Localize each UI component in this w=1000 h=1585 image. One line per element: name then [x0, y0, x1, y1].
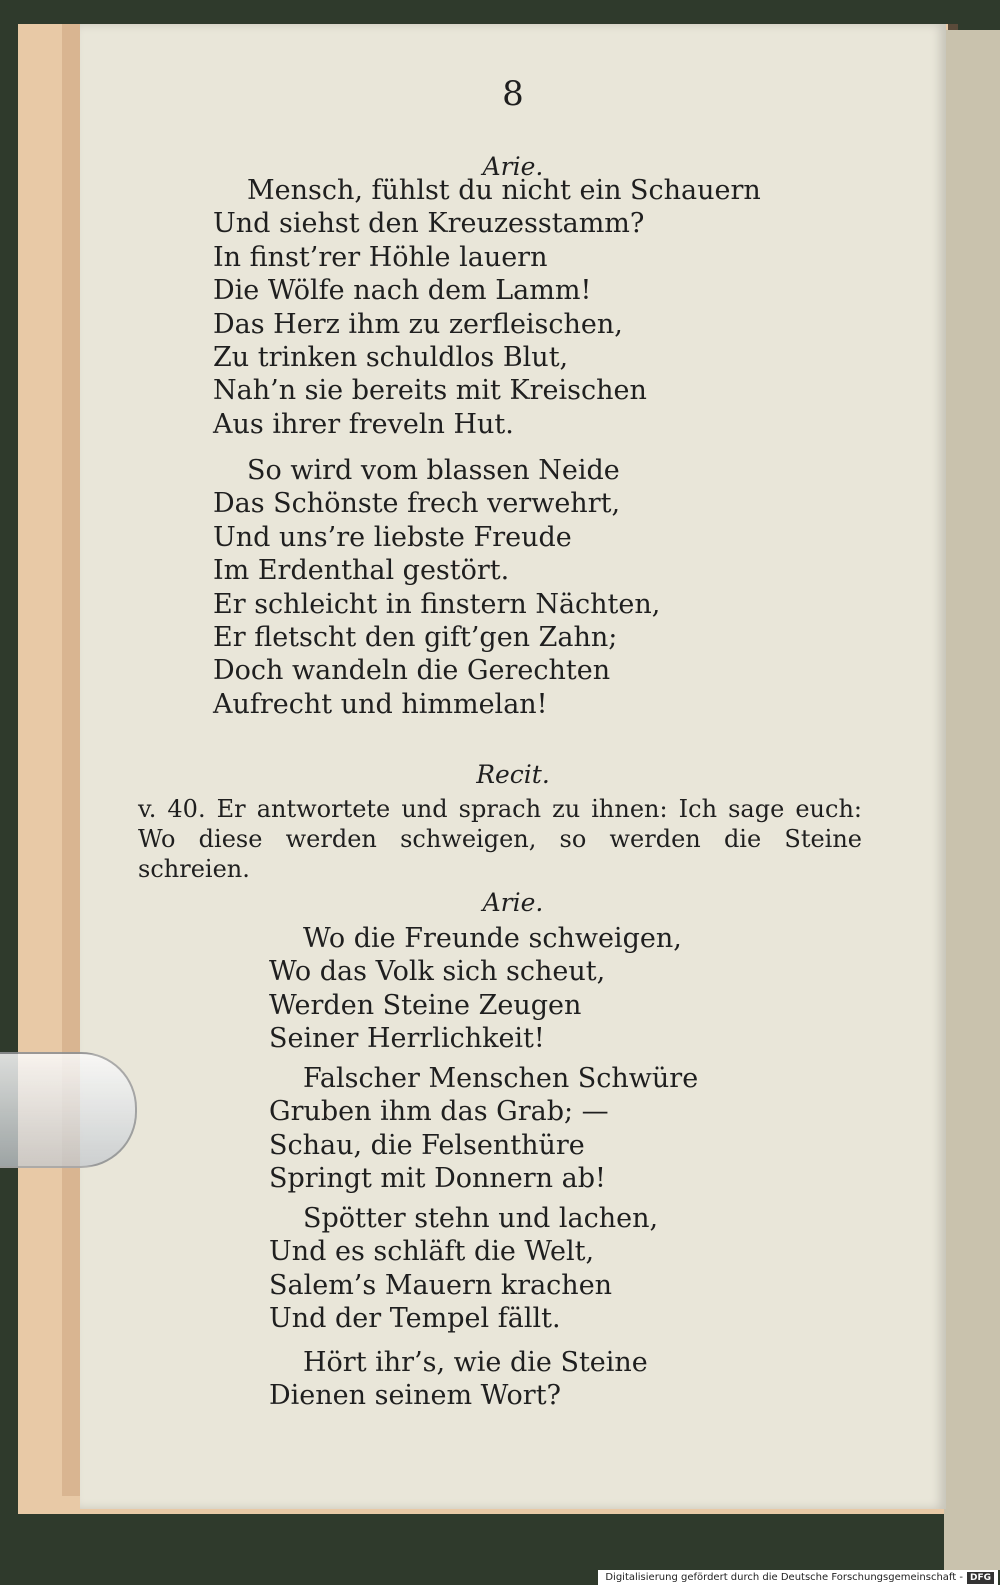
recit-text: v. 40. Er antwortete und sprach zu ihnen: Ich sage euch: Wo diese werden schweigen, so werden die Steine schreien.: [138, 795, 862, 883]
verse-line: Werden Steine Zeugen: [269, 989, 582, 1021]
verse-line: Doch wandeln die Gerechten: [213, 655, 611, 687]
verse-line: Und uns’re liebste Freude: [213, 521, 572, 553]
verse-line: Springt mit Donnern ab!: [269, 1163, 606, 1195]
verse-line: Aufrecht und himmelan!: [213, 688, 548, 720]
digitization-footer: [598, 1570, 998, 1585]
verse-line: Nah’n sie bereits mit Kreischen: [213, 375, 647, 407]
page-clip: [0, 1052, 137, 1168]
verse-line: Mensch, fühlst du nicht ein Schauern: [247, 175, 761, 206]
verse-line: Und es schläft die Welt,: [269, 1236, 595, 1268]
aria-heading-2: Arie.: [482, 888, 544, 917]
verse-line: Seiner Herrlichkeit!: [269, 1023, 545, 1055]
page-number: 8: [502, 74, 524, 114]
aria2-stanza3: [269, 1202, 658, 1336]
adjacent-page: [944, 30, 1000, 1570]
verse-line: Die Wölfe nach dem Lamm!: [213, 275, 592, 307]
verse-line: Falscher Menschen Schwüre: [303, 1063, 699, 1094]
verse-line: Und siehst den Kreuzesstamm?: [213, 208, 645, 240]
aria1-stanza1: [213, 174, 761, 441]
verse-line: Hört ihr’s, wie die Steine: [303, 1347, 648, 1378]
page-edge: [62, 24, 82, 1496]
verse-line: So wird vom blassen Neide: [247, 455, 620, 486]
aria2-stanza1: [269, 922, 682, 1056]
verse-line: Schau, die Felsenthüre: [269, 1129, 585, 1161]
verse-line: Und der Tempel fällt.: [269, 1303, 561, 1335]
recit-heading: Recit.: [476, 760, 550, 789]
verse-line: Er schleicht in finstern Nächten,: [213, 588, 661, 620]
verse-line: Gruben ihm das Grab; —: [269, 1096, 609, 1128]
verse-line: Das Schönste frech verwehrt,: [213, 488, 621, 520]
aria2-stanza2: [269, 1062, 698, 1196]
dfg-logo: DFG: [967, 1572, 994, 1584]
book-page: [80, 24, 946, 1509]
verse-line: In finst’rer Höhle lauern: [213, 241, 548, 273]
verse-line: Im Erdenthal gestört.: [213, 555, 510, 587]
verse-line: Salem’s Mauern krachen: [269, 1269, 613, 1301]
verse-line: Wo das Volk sich scheut,: [269, 956, 606, 988]
verse-line: Das Herz ihm zu zerfleischen,: [213, 308, 623, 340]
verse-line: Aus ihrer freveln Hut.: [213, 408, 514, 440]
verse-line: Dienen seinem Wort?: [269, 1380, 562, 1412]
aria1-stanza2: [213, 454, 660, 721]
aria-heading-1: Arie.: [482, 152, 544, 181]
footer-text: Digitalisierung gefördert durch die Deutsche Forschungsgemeinschaft -: [605, 1572, 963, 1583]
verse-line: Zu trinken schuldlos Blut,: [213, 342, 569, 374]
verse-line: Spötter stehn und lachen,: [303, 1203, 659, 1234]
verse-line: Er fletscht den gift’gen Zahn;: [213, 622, 618, 654]
verse-line: Wo die Freunde schweigen,: [303, 923, 682, 954]
aria2-stanza4: [269, 1346, 648, 1413]
